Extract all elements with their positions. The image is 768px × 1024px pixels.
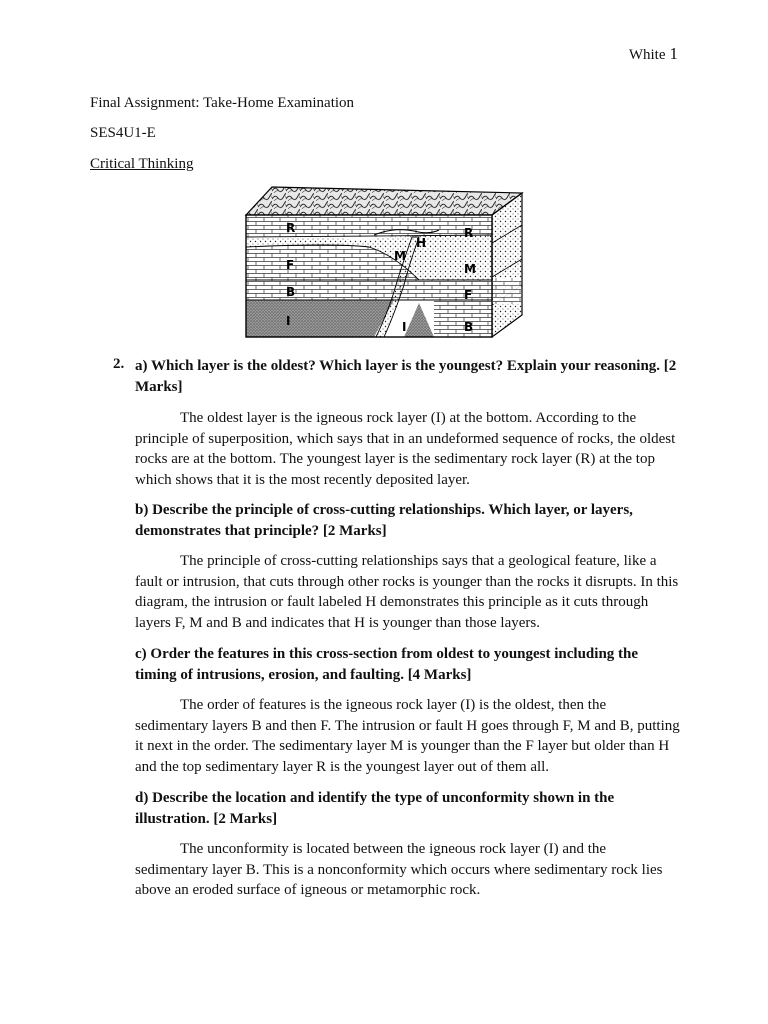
label-h: H: [416, 236, 427, 250]
question-b-answer: The principle of cross-cutting relationships says that a geological feature, like a fault or intrusion, that cuts through other rocks is younger than the rocks it disrupts. In this diagram, the intrusion or fault labeled H demonstrates this principle as it cuts through layers F, M and B and indicates that H is younger than those layers.: [135, 553, 679, 631]
geologic-cross-section-figure: [244, 185, 524, 345]
question-number: 2.: [113, 356, 125, 372]
question-c-answer: The order of features is the igneous rock layer (I) is the oldest, then the sedimentary layers B and then F. The intrusion or fault H goes through F, M and B, putting it next in the order. The sedimentary layer M is younger than the F layer but older than H and the top sedimentary layer R is the youngest layer out of them all.: [135, 697, 680, 775]
question-d-answer: The unconformity is located between the igneous rock layer (I) and the sedimentary layer B. This is a nonconformity which occurs where sedimentary rock lies above an eroded surface of igneous or metamorphic rock.: [135, 841, 663, 898]
question-a-prompt: a) Which layer is the oldest? Which layer is the youngest? Explain your reasoning. [2 Marks]: [135, 358, 677, 395]
question-b-prompt: b) Describe the principle of cross-cutting relationships. Which layer, or layers, demonstrates that principle? [2 Marks]: [135, 502, 633, 539]
author-name: White: [628, 47, 666, 63]
question-d-prompt: d) Describe the location and identify the type of unconformity shown in the illustration. [2 Marks]: [135, 790, 615, 827]
section-heading: Critical Thinking: [90, 156, 194, 172]
course-code: SES4U1-E: [90, 125, 156, 141]
label-f-right: F: [464, 288, 473, 302]
label-r-left: R: [286, 221, 296, 235]
label-b-left: B: [286, 285, 296, 299]
page-number: 1: [669, 44, 678, 63]
question-c-prompt: c) Order the features in this cross-section from oldest to youngest including the timing of intrusions, erosion, and faulting. [4 Marks]: [135, 646, 639, 683]
question-a-answer: The oldest layer is the igneous rock layer (I) at the bottom. According to the principle of superposition, which says that in an undeformed sequence of rocks, the oldest rocks are at the bottom. The youngest layer is the sedimentary rock layer (R) at the top which shows that it is the most recently deposited layer.: [135, 410, 676, 488]
label-f-left: F: [286, 258, 295, 272]
label-b-right: B: [464, 320, 474, 334]
label-r-right: R: [464, 226, 474, 240]
label-i-left: I: [286, 314, 291, 328]
assignment-title: Final Assignment: Take-Home Examination: [90, 95, 355, 111]
page-header: [629, 44, 678, 64]
label-i-center: I: [402, 320, 407, 334]
label-m-left: M: [394, 249, 406, 263]
label-m-right: M: [464, 262, 476, 276]
